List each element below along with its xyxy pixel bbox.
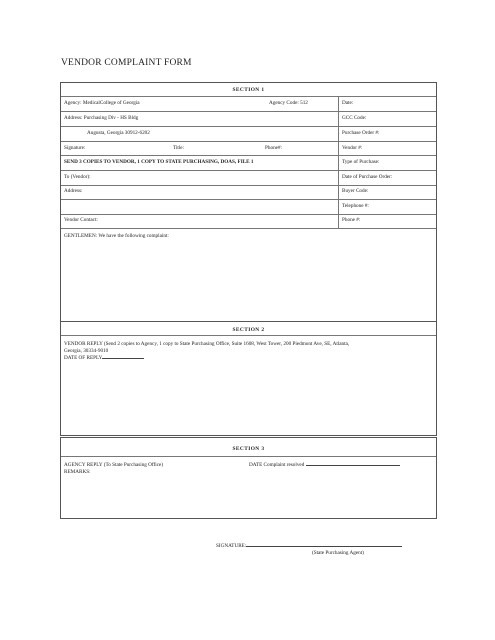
vendor-contact-field[interactable]: Vendor Contact: <box>64 217 98 223</box>
state-purchasing-agent-label: (State Purchasing Agent) <box>312 550 364 556</box>
buyer-code-field[interactable]: Buyer Code: <box>342 188 369 194</box>
vendor-reply-instruction: VENDOR REPLY (Send 2 copies to Agency, 1 copy to State Purchasing Office, Suite 1608, West Tower, 200 Piedmont Ave, SE, Atlanta, <box>64 341 350 347</box>
agency-field[interactable]: Agency: MedicalCollege of Georgia <box>64 100 140 106</box>
signature-field[interactable]: Signature: <box>64 145 86 151</box>
date-of-reply-field[interactable]: DATE OF REPLY <box>64 356 144 361</box>
section-2-box <box>60 321 437 436</box>
section-1-box <box>60 82 437 322</box>
date-of-purchase-order-field[interactable]: Date of Purchase Order: <box>342 174 393 180</box>
remarks-field[interactable]: REMARKS: <box>64 469 91 475</box>
date-field[interactable]: Date: <box>342 100 354 106</box>
send-copies-instruction: SEND 3 COPIES TO VENDOR, 1 COPY TO STATE PURCHASING, DOAS, FILE 1 <box>64 159 254 165</box>
type-of-purchase-field[interactable]: Type of Purchase: <box>342 159 380 165</box>
telephone-field[interactable]: Telephone #: <box>342 203 369 209</box>
to-vendor-field[interactable]: To (Vendor): <box>64 174 91 180</box>
section-2-heading: SECTION 2 <box>232 327 265 333</box>
vendor-address-field[interactable]: Address: <box>64 188 83 194</box>
section-1-heading: SECTION 1 <box>232 87 265 93</box>
vendor-number-field[interactable]: Vendor #: <box>342 145 363 151</box>
purchase-order-field[interactable]: Purchase Order #: <box>342 130 380 136</box>
agency-reply-label: AGENCY REPLY (To State Purchasing Office) <box>64 462 164 468</box>
complaint-text-area[interactable]: GENTLEMEN: We have the following complaint: <box>64 233 169 239</box>
vendor-reply-address: Georgia, 30334-9010 <box>64 348 109 354</box>
address-field[interactable]: Address: Purchasing Div - HS Bldg <box>64 115 139 121</box>
city-line[interactable]: Augusta, Georgia 30912-6202 <box>87 130 150 136</box>
phone-field[interactable]: Phone#: <box>265 145 283 151</box>
phone-number-field[interactable]: Phone #: <box>342 217 361 223</box>
title-field[interactable]: Title: <box>173 145 185 151</box>
agency-code-field[interactable]: Agency Code: 512 <box>269 100 308 106</box>
date-complaint-resolved-field[interactable]: DATE Complaint resolved <box>249 463 400 468</box>
gcc-code-field[interactable]: GCC Code: <box>342 115 367 121</box>
agent-signature-field[interactable]: SIGNATURE: <box>216 544 402 549</box>
section-3-box <box>60 437 437 519</box>
form-title: VENDOR COMPLAINT FORM <box>61 58 192 68</box>
section-3-heading: SECTION 3 <box>232 446 265 452</box>
